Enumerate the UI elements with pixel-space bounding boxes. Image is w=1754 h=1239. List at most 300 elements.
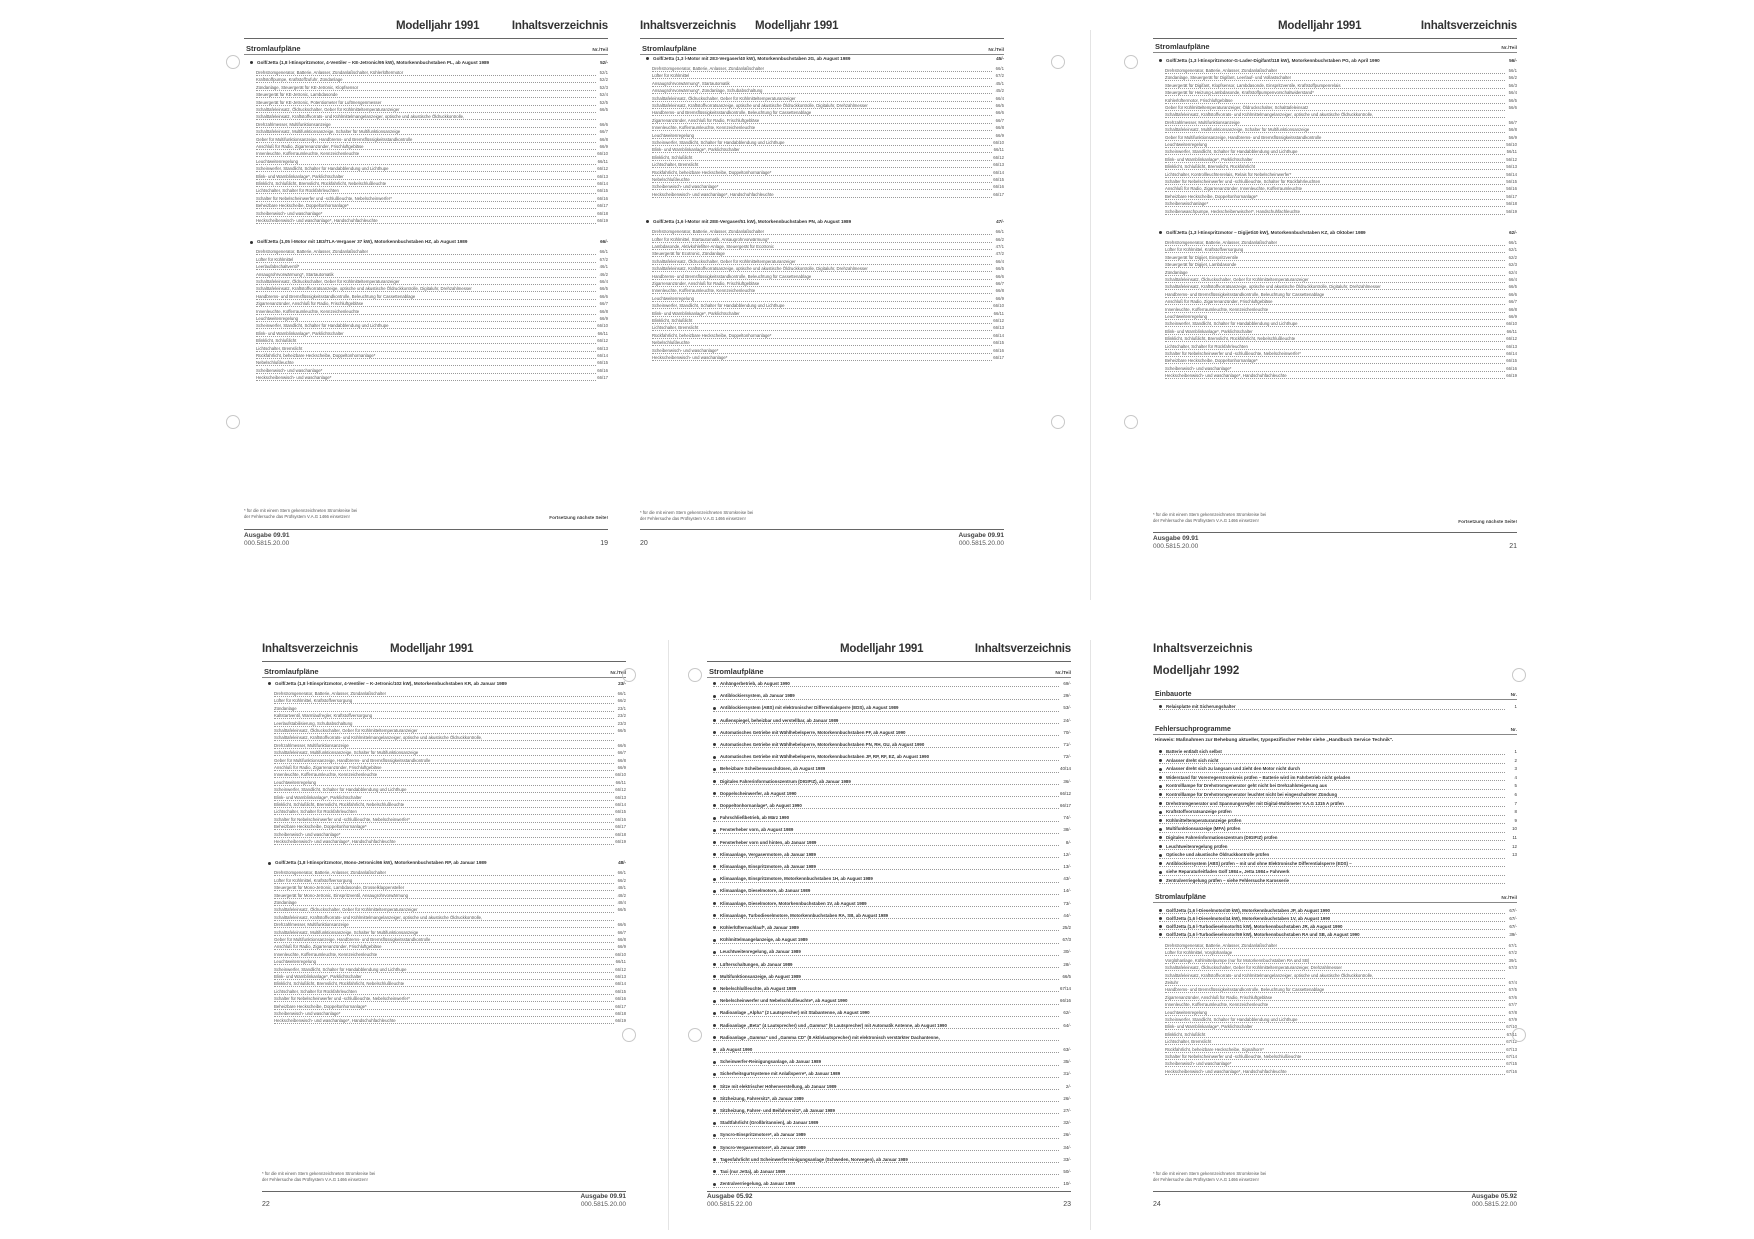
toc-item-text: Kraftstoffpumpe, Kraftstoffzufuhr, Zündanlage [256,77,343,83]
leader-dots [256,321,596,322]
toc-item-text: Lüfter für Kühlmittel, Kraftstoffversorgung [1165,247,1244,253]
leader-dots [652,301,992,302]
toc-item-text: Zündanlage, Steuergerät für KE-Jetronic, Klopfsensor [256,84,359,90]
toc-entry-label: Batterie entlädt sich selbst [1166,749,1222,754]
toc-item-text: Beheizbare Heckscheibe, Doppeltonhornanlage* [1165,358,1258,364]
toc-item [1165,255,1517,262]
bullet-icon [713,1024,716,1027]
bullet-icon [713,1048,716,1051]
leader-dots [274,1001,614,1002]
toc-item-number: 66/10 [597,323,608,329]
toc-entry-number: 4 [1514,774,1517,780]
toc-entry-label: Relaisplatte mit Sicherungshalter [1166,704,1236,709]
toc-item-number: 66/17 [993,191,1004,197]
toc-item-number: 66/11 [597,158,608,164]
toc-entry-text [713,1108,836,1113]
toc-entry-number: 32/- [1063,1120,1071,1126]
toc-item [274,750,626,757]
toc-item-number: 66/8 [617,757,626,763]
toc-item [274,824,626,831]
leader-dots [1165,154,1505,155]
einbau-col-label: Nr. [1510,693,1517,698]
toc-item-text: Schalttafeleinsatz, Multifunktionsanzeige, Schalter für Multifunktionsanzeige [256,129,401,135]
toc-entry [713,1035,1071,1043]
footnote-line: der Fehlersuche das Prüfsystem V.A.G 1466 einsetzen! [1153,1177,1259,1182]
toc-item-number: 66/10 [1506,321,1517,327]
leader-dots [1165,378,1505,379]
toc-item-text: Scheinwerfer, Standlicht, Schalter für Handabblendung und Lichthupe [256,166,389,172]
toc-item [1165,1010,1517,1017]
toc-item-number: 66/9 [1508,314,1517,319]
toc-entry [1159,809,1517,817]
toc-item-number: 46/2 [599,271,608,277]
toc-item [1165,351,1517,358]
footnote-line: der Fehlersuche das Prüfsystem V.A.G 1466 einsetzen! [262,1177,368,1182]
leader-dots [652,345,992,346]
leader-dots [713,711,1059,712]
toc-item-text: Scheibenwisch- und waschanlage* [1165,365,1232,371]
leader-dots [1165,275,1505,276]
toc-entry-number: 36/- [1063,778,1071,784]
toc-item-text: Schalttafeleinsatz, Kraftstoffvorratsanzeige, optische und akustische Öldruckkontrolle, Digitaluhr, Drehzahlmesser [652,103,868,108]
toc-entry [713,742,1071,750]
bullet-icon [646,220,649,223]
leader-dots [713,686,1059,687]
toc-item-text: Zündanlage [1165,269,1188,275]
toc-item-text: Schalter für Nebelscheinwerfer und -schlußleuchte, Nebelscheinwerfer* [1165,351,1301,356]
leader-dots [713,760,1059,761]
bullet-icon [713,914,716,917]
toc-entry [713,1010,1071,1018]
toc-item-text: Rückfahrlicht, beheizbare Heckscheibe, Doppeltonhornanlage* [652,169,772,175]
toc-item-number: 66/18 [597,210,608,216]
bullet-icon [1159,759,1162,762]
toc-item-number: 66/6 [995,273,1004,279]
leader-dots [1165,191,1505,192]
toc-item-number: 66/10 [615,772,626,778]
binder-hole [688,668,702,682]
toc-item-text: Drehstromgenerator, Batterie, Anlasser, Zündanlaßschalter [274,691,387,696]
toc-entry-text [1159,844,1228,849]
toc-entry-text [1159,826,1241,831]
toc-entry [713,864,1071,872]
toc-item [256,203,608,210]
page-22 [262,643,626,1213]
toc-entry-label: Klimaanlage, Vergasermotore, ab Januar 1989 [720,851,816,857]
toc-item-number: 62/1 [1508,247,1517,253]
toc-item-number: 66/11 [993,310,1004,316]
leader-dots [1159,858,1505,859]
toc-entry-number: 67/14 [1060,986,1071,991]
bullet-icon [1159,933,1162,936]
toc-item-text: Lüfter für Kühlmittel, Kraftstoffversorgung [274,877,353,883]
model-year-title: Modelljahr 1991 [1278,20,1362,32]
toc-item-number: 62/4 [1508,269,1517,275]
toc-entry-number: 1 [1514,704,1517,709]
toc-item-text: Zündanlage, Steuergerät für Digifant, Leerlauf- und Vollastschalter [1165,75,1292,81]
toc-item-text: Steuergerät für Mono-Jetronic, Lambdasonde, Drosselklappensteller [274,885,405,891]
toc-item-text: Rückfahrlicht, beheizbare Heckscheibe, Doppeltonhornanlage* [256,353,376,358]
leader-dots [1159,754,1505,755]
leader-dots [256,134,596,135]
toc-item-text: Schalttafeleinsatz, Öldruckschalter, Geber für Kühlmitteltemperaturanzeiger [274,907,418,913]
toc-entry-number: 26/- [1063,1132,1071,1138]
toc-entry-number: 2 [1514,757,1517,763]
leader-dots [256,149,596,150]
wiring-group-title [268,681,626,686]
toc-item-text: Handbrems- und Bremsflüssigkeitsstandkontrolle, Beleuchtung für Cassettenablage [1165,987,1325,993]
document-code: 000.5815.20.00 [580,1201,626,1208]
leader-dots [274,718,614,719]
toc-item-number: 66/1 [995,66,1004,71]
toc-item-text: Ansaugrohrvorwärmung*, Startautomatik [256,271,334,277]
toc-item [652,66,1004,73]
leader-dots [256,156,596,157]
toc-item-number: 66/19 [597,218,608,223]
page-23 [707,643,1071,1213]
toc-entry-text [713,925,800,930]
leader-dots [274,1016,614,1017]
toc-entry-label: Doppelscheinwerfer, ab August 1990 [720,790,797,796]
toc-entry [713,1181,1071,1189]
toc-entry-text [713,791,797,796]
toc-entry-label: Fahrschließbetrieb, ab März 1990 [720,815,790,821]
toc-item-text: Lichtschalter, Schalter für Rückfahrleuchten [274,988,357,994]
leader-dots [652,308,992,309]
toc-item-text: Lüfter für Kühlmittel [256,256,294,262]
bullet-icon [713,1073,716,1076]
toc-entry-text [1159,775,1351,780]
toc-entry-number: 13/- [1063,864,1071,869]
toc-entry-label: Automatisches Getriebe mit Wählhebelsperre, Motorkennbuchstaben PF, ab August 1990 [720,729,906,735]
toc-item-number: 66/9 [599,144,608,149]
toc-item-text: Nebelschlußleuchte [256,360,294,366]
toc-item [652,96,1004,103]
leader-dots [1165,1029,1505,1030]
bullet-icon [713,792,716,795]
toc-item [652,170,1004,177]
toc-item [1165,164,1517,171]
toc-item [1165,172,1517,179]
bullet-icon [713,829,716,832]
toc-item-text: Anschluß für Radio, Zigarrenanzünder, Frischluftgebläse [256,144,364,149]
toc-item-number: 66/17 [597,203,608,209]
toc-item-number: 66/16 [993,347,1004,353]
continuation-note: Fortsetzung nächste Seite! [549,515,608,520]
toc-entry-label: Widerstand für Vorerregerstromkreis prüfen – Batterie wird im Fahrbetrieb nicht geladen [1166,774,1351,780]
wiring-group-title [250,239,608,244]
toc-entry-number: 66/5 [1062,973,1071,979]
model-year-title: Modelljahr 1991 [390,643,474,655]
toc-item [256,331,608,338]
toc-entry-number: 11 [1512,835,1517,840]
toc-item-number: 47/2 [995,251,1004,257]
toc-item-number: 66/6 [617,922,626,928]
bullet-icon [1159,909,1162,912]
toc-item-text: Schalter für Nebelscheinwerfer und -schlußleuchte, Nebelscheinwerfer* [256,195,392,201]
toc-entry-text [713,1157,909,1162]
leader-dots [274,792,614,793]
leader-dots [274,711,614,712]
toc-item [274,802,626,809]
toc-item-text: Steuergerät für Heizung-Lambdasonde, Kraftstoffpumpenvorschaltwiderstand* [1165,90,1314,96]
group-number: 23/- [618,681,626,686]
toc-item-number: 66/12 [993,154,1004,160]
bullet-icon [713,1134,716,1137]
binder-hole [226,415,240,429]
toc-entry-text [1159,852,1270,857]
bullet-icon [713,1183,716,1186]
bullet-icon [268,862,271,865]
toc-item-text: Beheizbare Heckscheibe, Doppeltonhornanlage* [274,824,367,830]
toc-item [256,316,608,323]
toc-item-text: Lichtschalter, Kontrollleuchtenrelais, Relais für Nebelscheinwerfer* [1165,171,1292,177]
toc-item [652,340,1004,347]
toc-item [256,375,608,382]
toc-item-text: Steuergerät für Mono-Jetronic, Einspritzventil, Ansaugrohrvorwärmung [274,892,408,898]
toc-item-text: Zündanlage [274,705,297,711]
leader-dots [274,979,614,980]
toc-item-number: 45/1 [995,80,1004,86]
toc-entry-label: Digitales Fahrerinformationszentrum (DIGIFIZ), ab Januar 1989 [720,778,851,784]
toc-item [1165,1047,1517,1054]
column-divider [668,640,669,1230]
leader-dots [713,1065,1059,1066]
toc-item-text: Blink- und Warnblinkanlage*, Parklichtschalter [256,173,344,179]
bullet-icon [713,1061,716,1064]
toc-entry [1159,783,1517,791]
toc-item-number: 67/2 [995,73,1004,79]
bullet-icon [1159,705,1162,708]
leader-dots [1159,929,1505,930]
toc-item [652,333,1004,340]
leader-dots [256,269,596,270]
toc-entry [1159,852,1517,860]
bullet-icon [713,695,716,698]
toc-entry-number: 63/- [1063,1047,1071,1052]
toc-item [274,870,626,877]
toc-entry [1159,758,1517,766]
toc-item [1165,209,1517,216]
toc-item [274,698,626,705]
toc-item [652,140,1004,147]
toc-item-number: 52/4 [599,92,608,98]
leader-dots [713,1077,1059,1078]
toc-item-text: Schalter für Nebelscheinwerfer und -schlußleuchte, Nebelschlußleuchte [1165,1054,1302,1059]
toc-item-text: Heckscheibenwisch- und waschanlage*, Handschuhfachleuchte [274,839,396,844]
toc-item-number: 67/2 [1508,950,1517,956]
toc-item-number: 66/8 [599,136,608,142]
toc-item-number: 66/16 [615,996,626,1002]
toc-item-number: 66/7 [599,129,608,135]
toc-item [1165,247,1517,254]
leader-dots [652,78,992,79]
leader-dots [713,1162,1059,1163]
toc-item [274,885,626,892]
leader-dots [274,942,614,943]
leader-dots [1165,326,1505,327]
toc-item-number: 67/16 [1506,1068,1517,1074]
toc-item-text: Leuchtweitenregelung [1165,1009,1208,1015]
bullet-icon [713,963,716,966]
leader-dots [1159,866,1505,867]
toc-item-number: 66/2 [995,236,1004,242]
toc-item-text: Zigarrenanzünder, Anschluß für Radio, Frischluftgebläse [256,301,364,307]
leader-dots [274,875,614,876]
toc-entry [1159,704,1517,712]
toc-item-text: Schalter für Nebelscheinwerfer und -schlußleuchte, Nebelscheinwerfer* [274,996,410,1002]
leader-dots [1159,780,1505,781]
toc-item-number: 66/7 [995,117,1004,123]
toc-entry-number: 30/- [1063,949,1071,955]
toc-item [256,100,608,107]
toc-item-text: Drehstromgenerator, Batterie, Anlasser, Zündanlaßschalter [652,229,765,235]
toc-item-number: 52/3 [599,84,608,90]
leader-dots [1165,110,1505,111]
toc-item-text: Schalttafeleinsatz, Kraftstoffvorrats- und Kühlmittelmangelanzeiger, optische und akustische Öldruckkontrolle, [1165,972,1374,978]
leader-dots [256,171,596,172]
toc-item-number: 23/3 [617,720,626,726]
leader-dots [256,186,596,187]
toc-item-number: 66/19 [615,839,626,844]
leader-dots [713,967,1059,968]
toc-entry-label: Nebelscheinwerfer und Nebelschlußleuchte*, ab August 1990 [720,998,848,1004]
toc-item [256,257,608,264]
toc-entry-label: Kontrolllampe für Drehstromgenerator geht nicht bei Drehzahlsteigerung aus [1166,783,1328,789]
leader-dots [256,254,596,255]
bullet-icon [713,1000,716,1003]
toc-item-number: 47/1 [995,244,1004,249]
toc-item-number: 67/12 [1506,1039,1517,1045]
toc-entry-number: 7 [1514,800,1517,806]
leader-dots [713,1040,1059,1041]
section-col-label: Nr./Teil [988,48,1004,53]
bullet-icon [713,1036,716,1039]
toc-entry [713,815,1071,823]
toc-entry-text [713,974,802,979]
toc-item-text: Lichtschalter, Schalter für Rückfahrleuchten [274,809,357,815]
toc-item-text: Innenleuchte, Kofferraumleuchte, Kennzeichenleuchte [256,151,360,157]
section-title: Stromlaufpläne [1155,894,1206,901]
toc-item [274,721,626,728]
toc-entry-text [713,1145,807,1150]
toc-item [652,88,1004,95]
toc-item [652,244,1004,251]
toc-item-number: 66/17 [993,355,1004,360]
toc-item [652,125,1004,132]
footer-rule [244,529,608,530]
toc-entry [1159,932,1517,940]
section-title: Stromlaufpläne [264,667,319,676]
leader-dots [1159,849,1505,850]
toc-entry [713,705,1071,713]
toc-item-text: Schalttafeleinsatz, Kraftstoffvorrats- und Kühlmittelmangelanzeiger, optische und akustische Öldruckkontrolle, [1165,112,1374,118]
document-code: 000.5815.20.00 [1153,543,1199,550]
toc-item [652,147,1004,154]
toc-entry-text [713,730,907,735]
toc-item-text: Nebelschlußleuchte [652,177,690,182]
toc-item [256,279,608,286]
toc-item-text: Nebelschlußleuchte [652,340,690,346]
leader-dots [652,256,992,257]
leader-dots [1165,985,1505,986]
toc-item [1165,1024,1517,1031]
toc-item-number: 66/9 [617,944,626,950]
toc-entry [713,803,1071,811]
toc-item-number: 66/5 [617,728,626,733]
toc-entry-label: Klimaanlage, Einspritzmotore, ab Januar 1989 [720,864,816,869]
leader-dots [713,1016,1059,1017]
toc-item-text: Zigarrenanzünder, Anschluß für Radio, Frischluftgebläse [1165,994,1273,1000]
toc-title: Inhaltsverzeichnis [1420,20,1517,32]
toc-entry-label: Sitzheizung, Fahrer- und Beifahrersitz*, ab Januar 1989 [720,1108,835,1113]
leader-dots [256,343,596,344]
leader-dots [713,1113,1059,1114]
toc-item-number: 66/4 [995,258,1004,264]
section-bar [640,42,1004,55]
leader-dots [1159,763,1505,764]
bullet-icon [1159,845,1162,848]
toc-entry-label: Außenspiegel, beheizbar und verstellbar, ab Januar 1989 [720,717,839,723]
strom-bar [1153,891,1517,903]
bullet-icon [713,975,716,978]
document-code: 000.5815.20.00 [244,540,290,547]
bullet-icon [713,756,716,759]
leader-dots [713,845,1059,846]
toc-item [256,122,608,129]
toc-item [1165,1061,1517,1068]
toc-entry [1159,908,1517,916]
toc-item-number: 67/4 [1508,980,1517,985]
section-title: Stromlaufpläne [709,667,764,676]
toc-item [274,893,626,900]
toc-entry-number: 26/- [1063,1095,1071,1101]
toc-item-number: 66/13 [597,345,608,351]
leader-dots [1159,883,1505,884]
group-number: 66/- [600,239,608,245]
toc-item-text: Zündanlage [274,900,297,905]
toc-item-text: Blinklicht, Schlußlicht [652,154,693,160]
leader-dots [1165,73,1505,74]
toc-item-number: 67/11 [1506,1031,1517,1037]
toc-item [256,188,608,195]
toc-item-number: 66/7 [995,281,1004,286]
toc-item-text: Blink- und Warnblinkanlage*, Parklichtschalter [652,310,740,316]
toc-item-text: Innenleuchte, Kofferraumleuchte, Kennzeichenleuchte [256,308,360,314]
toc-item-text: Heckscheibenwisch- und waschanlage*, Handschuhfachleuchte [1165,373,1287,379]
bullet-icon [713,939,716,942]
document-code: 000.5815.20.00 [958,540,1004,547]
toc-entry-number: 10/- [1063,1181,1071,1187]
toc-item-text: Leuchtweitenregelung [274,779,317,785]
toc-item [274,974,626,981]
toc-entry-text [713,1132,807,1137]
toc-item-number: 66/5 [1508,284,1517,290]
toc-entry-text [713,742,925,747]
toc-item [256,309,608,316]
toc-item-number: 67/5 [1508,987,1517,993]
wiring-group-title [646,219,1004,224]
toc-item-text: Scheinwerfer, Standlicht, Schalter für Handabblendung und Lichthupe [274,787,407,793]
bullet-icon [1159,59,1162,62]
toc-entry-label: Anhängerbetrieb, ab August 1990 [720,681,790,686]
toc-item-number: 56/12 [1506,156,1517,162]
toc-item [652,311,1004,318]
toc-entry-text [713,681,791,686]
section-bar [707,665,1071,678]
toc-title: Inhaltsverzeichnis [640,20,737,32]
leader-dots [256,351,596,352]
